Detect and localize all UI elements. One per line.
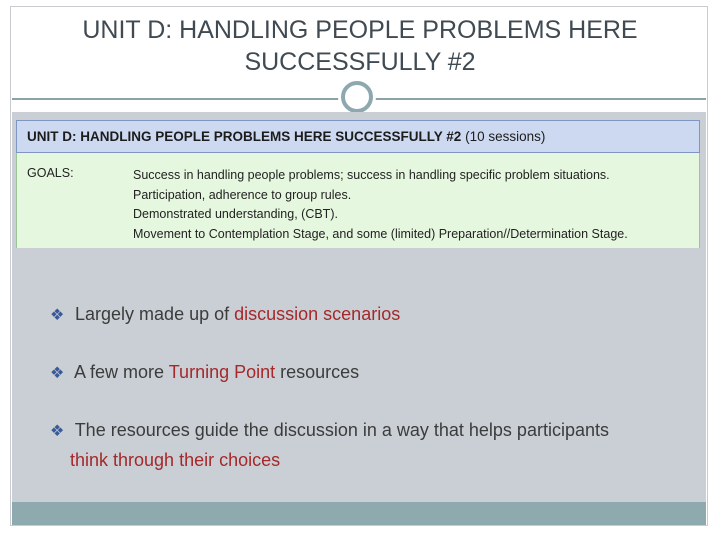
bullet-3-text: The resources guide the discussion in a way that helps participants bbox=[74, 420, 609, 440]
table-header-sessions: (10 sessions) bbox=[465, 129, 546, 144]
slide-title bbox=[14, 14, 706, 78]
table-body bbox=[16, 153, 700, 248]
diamond-bullet-icon: ❖ bbox=[50, 423, 65, 440]
divider-ring-ornament bbox=[341, 81, 373, 113]
bullet-item-2 bbox=[50, 358, 690, 388]
bullet-item-3 bbox=[50, 416, 690, 474]
footer-bar bbox=[12, 502, 706, 525]
diamond-bullet-icon: ❖ bbox=[50, 365, 65, 382]
unit-goals-table bbox=[16, 120, 700, 248]
slide-title-line-1: UNIT D: HANDLING PEOPLE PROBLEMS HERE bbox=[82, 16, 638, 44]
bullet-1-text: Largely made up of bbox=[75, 304, 235, 324]
goal-item: Demonstrated understanding, (CBT). bbox=[133, 207, 338, 221]
bullet-2-text: A few more bbox=[74, 362, 169, 382]
goal-item: Movement to Contemplation Stage, and some (limited) Preparation//Determination Stage. bbox=[133, 226, 628, 241]
bullet-1-highlight: discussion scenarios bbox=[234, 304, 401, 324]
goal-item: Participation, adherence to group rules. bbox=[133, 187, 352, 202]
bullet-2-highlight: Turning Point bbox=[168, 362, 276, 382]
slide-title-line-2: SUCCESSFULLY #2 bbox=[244, 48, 476, 76]
goals-list bbox=[133, 166, 628, 244]
goals-label: GOALS: bbox=[27, 166, 74, 180]
bullet-3-highlight: think through their choices bbox=[70, 450, 281, 470]
goal-item: Success in handling people problems; success in handling specific problem situations. bbox=[133, 168, 610, 182]
table-header-title: UNIT D: HANDLING PEOPLE PROBLEMS HERE SUCCESSFULLY #2 bbox=[27, 129, 462, 144]
bullet-item-1 bbox=[50, 300, 690, 330]
bullet-2-text-end: resources bbox=[275, 362, 360, 382]
table-header bbox=[16, 120, 700, 153]
diamond-bullet-icon: ❖ bbox=[50, 307, 65, 324]
